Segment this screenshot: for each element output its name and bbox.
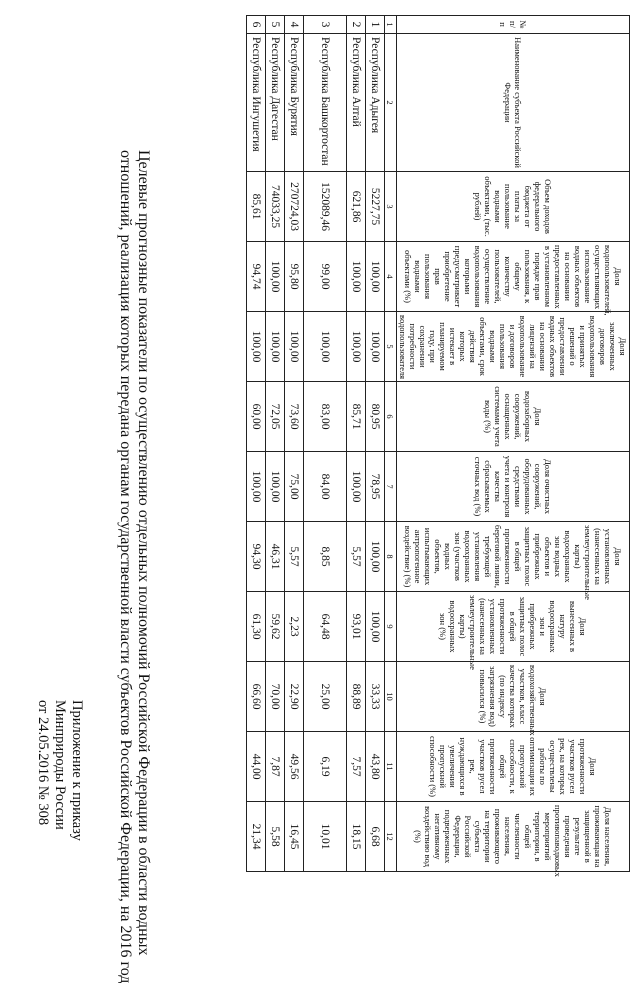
row-number-cell: 1 (366, 16, 385, 34)
value-cell: 100,00 (366, 242, 385, 312)
column-header-4: Доля водопользователей, осуществляющих использование водных объектов на основании предоставленных в установленном порядке прав пользования, к общему количеству пользователей, осуществление водопользования которыми предусматривает приобретение прав пользования водными объектами (%) (397, 242, 630, 312)
approval-line-2: Минприроды России (52, 700, 68, 830)
value-cell: 2,23 (285, 592, 304, 662)
value-cell: 85,61 (247, 172, 266, 242)
value-cell: 59,62 (266, 592, 285, 662)
region-name-cell: Республика Дагестан (266, 34, 285, 172)
value-cell: 100,00 (266, 242, 285, 312)
value-cell: 100,00 (285, 312, 304, 382)
column-header-2: Наименование субъекта Российской Федерации (397, 34, 630, 172)
value-cell: 80,95 (366, 382, 385, 452)
table-row (347, 16, 366, 872)
value-cell: 621,86 (347, 172, 366, 242)
value-cell: 60,00 (247, 382, 266, 452)
value-cell: 5,57 (285, 522, 304, 592)
column-header-5: Доля заключенных договоров водопользования и принятых решений о предоставлении водных объектов на основании лицензий на водопользование и договоров пользования водными объектами, срок действия которых истекает в планируемом году, при сохранении потребности водопользователя (397, 312, 630, 382)
value-cell: 10,01 (304, 802, 347, 872)
column-number-10: 10 (385, 662, 397, 732)
value-cell: 64,48 (304, 592, 347, 662)
value-cell: 21,34 (247, 802, 266, 872)
value-cell: 270724,03 (285, 172, 304, 242)
value-cell: 100,00 (266, 452, 285, 522)
region-name-cell: Республика Башкортостан (304, 34, 347, 172)
value-cell: 78,95 (366, 452, 385, 522)
column-header-7: Доля очистных сооружений, оборудованных средствами учета и контроля качества сбрасываемых сточных вод (%) (397, 452, 630, 522)
value-cell: 5,58 (266, 802, 285, 872)
column-number-11: 11 (385, 732, 397, 802)
value-cell: 84,00 (304, 452, 347, 522)
table-row (304, 16, 347, 872)
column-header-9: Доля вынесенных в натуру водоохранных зон и прибрежных защитных полос в общей протяженности установленных (нанесенных на землеустроительные карты) водоохранных зон (%) (397, 592, 630, 662)
value-cell: 43,80 (366, 732, 385, 802)
value-cell: 100,00 (347, 452, 366, 522)
table-header-row (397, 16, 630, 872)
value-cell: 5,57 (347, 522, 366, 592)
column-header-12: Доля населения, проживающая на защищенной в результате проведения противопаводковых мероприятий территории, в общей численности населения, проживающего на территории субъекта Российской Федерации, подверженных негативному воздействию вод (%) (397, 802, 630, 872)
value-cell: 18,15 (347, 802, 366, 872)
value-cell: 100,00 (347, 242, 366, 312)
column-number-5: 5 (385, 312, 397, 382)
table-row (366, 16, 385, 872)
region-name-cell: Республика Ингушетия (247, 34, 266, 172)
value-cell: 85,71 (347, 382, 366, 452)
column-number-7: 7 (385, 452, 397, 522)
value-cell: 93,01 (347, 592, 366, 662)
value-cell: 74033,25 (266, 172, 285, 242)
table-row (247, 16, 266, 872)
value-cell: 44,00 (247, 732, 266, 802)
value-cell: 6,19 (304, 732, 347, 802)
value-cell: 16,45 (285, 802, 304, 872)
value-cell: 83,00 (304, 382, 347, 452)
value-cell: 46,31 (266, 522, 285, 592)
column-number-3: 3 (385, 172, 397, 242)
value-cell: 33,33 (366, 662, 385, 732)
title-line-2: отношений, реализация которых передана органам государственной власти субъектов Российской Федерации, на 2016 год (117, 150, 134, 983)
value-cell: 7,57 (347, 732, 366, 802)
value-cell: 100,00 (366, 312, 385, 382)
value-cell: 100,00 (247, 452, 266, 522)
column-number-2: 2 (385, 34, 397, 172)
value-cell: 94,74 (247, 242, 266, 312)
value-cell: 66,60 (247, 662, 266, 732)
column-header-1: № п/п (397, 16, 630, 34)
row-number-cell: 6 (247, 16, 266, 34)
value-cell: 5227,75 (366, 172, 385, 242)
value-cell: 75,00 (285, 452, 304, 522)
value-cell: 22,90 (285, 662, 304, 732)
table-row (266, 16, 285, 872)
column-number-4: 4 (385, 242, 397, 312)
value-cell: 70,00 (266, 662, 285, 732)
row-number-cell: 2 (347, 16, 366, 34)
column-number-6: 6 (385, 382, 397, 452)
document-title (116, 150, 152, 983)
column-number-9: 9 (385, 592, 397, 662)
value-cell: 8,85 (304, 522, 347, 592)
table-row (285, 16, 304, 872)
approval-block (34, 700, 85, 890)
value-cell: 6,68 (366, 802, 385, 872)
value-cell: 100,00 (266, 312, 285, 382)
column-header-11: Доля протяженности участков русел рек, на которых осуществлены работы по оптимизации их пропускной способности, к общей протяженности участков русел рек, нуждающихся в увеличении пропускной способности (%) (397, 732, 630, 802)
region-name-cell: Республика Бурятия (285, 34, 304, 172)
value-cell: 73,60 (285, 382, 304, 452)
value-cell: 61,30 (247, 592, 266, 662)
column-header-10: Доля водохозяйственных участков, класс качества которых (по индексу загрязнения вод) повысился (%) (397, 662, 630, 732)
value-cell: 72,05 (266, 382, 285, 452)
column-header-3: Объем доходов федерального бюджета от платы за пользование водными объектами, (тыс. рублей) (397, 172, 630, 242)
indicators-table (246, 15, 630, 877)
column-header-6: Доля водозаборных сооружений, оснащенных системами учета воды (%) (397, 382, 630, 452)
approval-line-3: от 24.05.2016 № 308 (35, 700, 51, 826)
value-cell: 94,30 (247, 522, 266, 592)
value-cell: 100,00 (304, 312, 347, 382)
value-cell: 99,00 (304, 242, 347, 312)
value-cell: 100,00 (347, 312, 366, 382)
column-number-8: 8 (385, 522, 397, 592)
value-cell: 25,00 (304, 662, 347, 732)
value-cell: 95,80 (285, 242, 304, 312)
approval-line-1: Приложение к приказу (69, 700, 85, 841)
row-number-cell: 5 (266, 16, 285, 34)
row-number-cell: 4 (285, 16, 304, 34)
column-number-1: 1 (385, 16, 397, 34)
column-header-8: Доля установленных (нанесенных на землеустроительные карты) водоохранных зон водных объектов и прибрежных защитных полос в общей протяженности береговой линии, требующей установления водоохранных зон (участков водных объектов, испытывающих антропогенное воздействие) (%) (397, 522, 630, 592)
value-cell: 49,56 (285, 732, 304, 802)
column-number-12: 12 (385, 802, 397, 872)
title-line-1: Целевые прогнозные показатели по осуществлению отдельных полномочий Российской Федерации в области водных (135, 150, 152, 956)
value-cell: 152089,46 (304, 172, 347, 242)
region-name-cell: Республика Адыгея (366, 34, 385, 172)
region-name-cell: Республика Алтай (347, 34, 366, 172)
value-cell: 100,00 (366, 522, 385, 592)
value-cell: 7,87 (266, 732, 285, 802)
value-cell: 100,00 (366, 592, 385, 662)
row-number-cell: 3 (304, 16, 347, 34)
table-column-numbers-row (385, 16, 397, 872)
value-cell: 100,00 (247, 312, 266, 382)
value-cell: 88,89 (347, 662, 366, 732)
